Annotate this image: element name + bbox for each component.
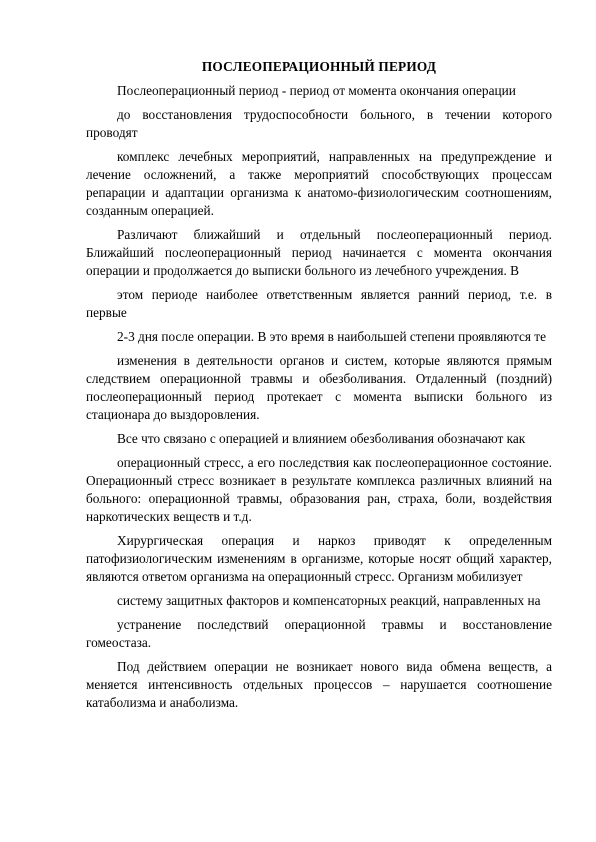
paragraph-11: систему защитных факторов и компенсаторных реакций, направленных на [117,593,541,608]
page-title: ПОСЛЕОПЕРАЦИОННЫЙ ПЕРИОД [201,59,437,74]
paragraph-4: Различают ближайший и отдельный послеоперационный период. Ближайший послеоперационный период начинается с момента окончания операции и продолжается до выписки больного из лечебного учреждения. В [86,227,552,278]
paragraph-5: этом периоде наиболее ответственным является ранний период, т.е. в первые [86,287,552,320]
paragraph-12: устранение последствий операционной травмы и восстановление гомеостаза. [86,617,552,650]
paragraph-13: Под действием операции не возникает нового вида обмена веществ, а меняется интенсивность отдельных процессов – нарушается соотношение катаболизма и анаболизма. [86,659,552,710]
paragraph-2: до восстановления трудоспособности больного, в течении которого проводят [86,107,552,140]
paragraph-9: операционный стресс, а его последствия как послеоперационное состояние. Операционный стресс возникает в результате комплекса различных влияний на больного: операционной травмы, образования ран, страха, боли, воздействия наркотических веществ и т.д. [86,455,552,524]
paragraph-3: комплекс лечебных мероприятий, направленных на предупреждение и лечение осложнений, а также мероприятий способствующих процессам репарации и адаптации организма к анатомо-физиологическим соотношениям, созданным операцией. [86,149,552,218]
document-page [86,58,552,718]
paragraph-1: Послеоперационный период - период от момента окончания операции [117,83,516,98]
paragraph-10: Хирургическая операция и наркоз приводят к определенным патофизиологическим изменениям в организме, которые носят общий характер, являются ответом организма на операционный стресс. Организм мобилизует [86,533,552,584]
paragraph-6: 2-3 дня после операции. В это время в наибольшей степени проявляются те [117,329,546,344]
paragraph-7: изменения в деятельности органов и систем, которые являются прямым следствием операционной травмы и обезболивания. Отдаленный (поздний) послеоперационный период протекает с момента выписки больного из стационара до выздоровления. [86,353,552,422]
paragraph-8: Все что связано с операцией и влиянием обезболивания обозначают как [117,431,526,446]
